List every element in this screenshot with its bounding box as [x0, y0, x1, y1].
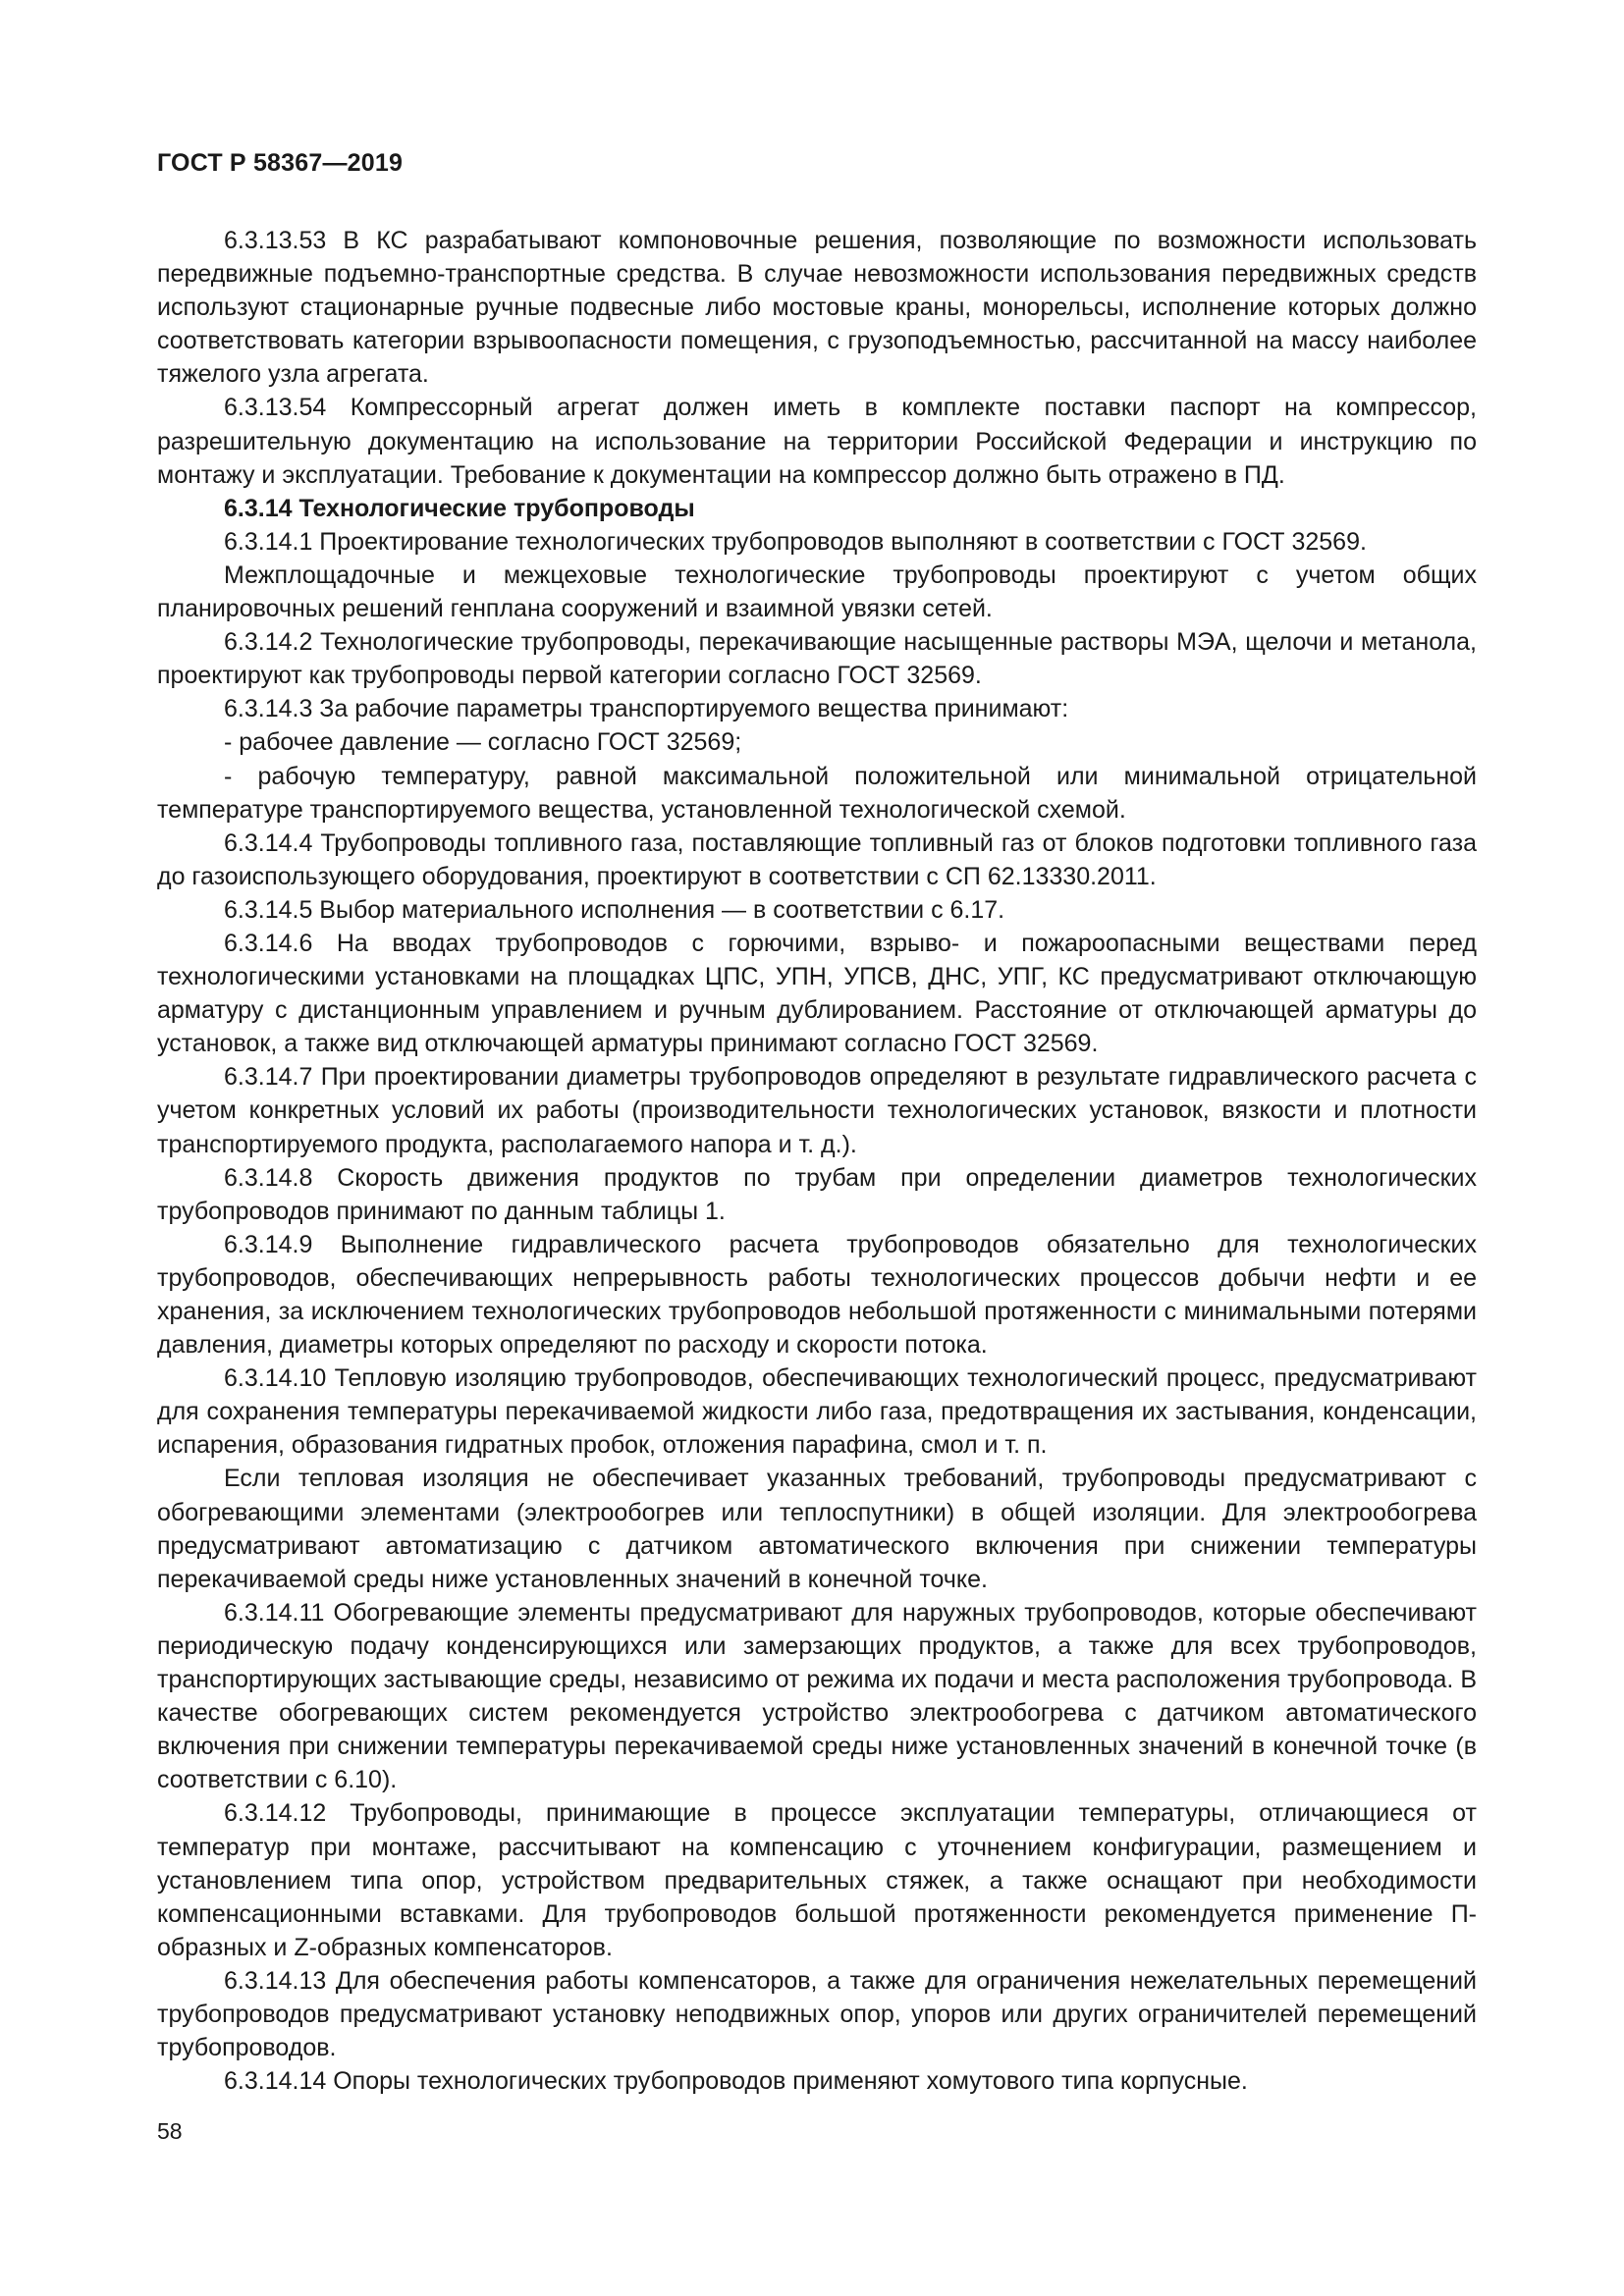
- paragraph-6-3-14-14: 6.3.14.14 Опоры технологических трубопроводов применяют хомутового типа корпусные.: [224, 2067, 1248, 2096]
- document-body: [157, 224, 1477, 2098]
- paragraph-6-3-14-12: 6.3.14.12 Трубопроводы, принимающие в процессе эксплуатации температуры, отличающиеся от температур при монтаже, рассчитывают на компенсацию с уточнением конфигурации, размещением и установлением типа опор, устройством предварительных стяжек, а также оснащают при необходимости компенсационными вставками. Для трубопроводов большой протяженности рекомендуется применение П-образных и Z-образных компенсаторов.: [157, 1799, 1477, 1961]
- paragraph-6-3-14-10: 6.3.14.10 Тепловую изоляцию трубопроводов, обеспечивающих технологический процесс, предусматривают для сохранения температуры перекачиваемой жидкости либо газа, предотвращения их застывания, конденсации, испарения, образования гидратных пробок, отложения парафина, смол и т. п.: [157, 1364, 1477, 1460]
- paragraph-6-3-14-11: 6.3.14.11 Обогревающие элементы предусматривают для наружных трубопроводов, которые обеспечивают периодическую подачу конденсирующихся или замерзающих продуктов, а также для всех трубопроводов, транспортирующих застывающие среды, независимо от режима их подачи и места расположения трубопровода. В качестве обогревающих систем рекомендуется устройство электрообогрева с датчиком автоматического включения при снижении температуры перекачиваемой среды ниже установленных значений в конечной точке (в соответствии с 6.10).: [157, 1598, 1477, 1794]
- section-heading-6-3-14: 6.3.14 Технологические трубопроводы: [224, 494, 695, 522]
- paragraph-6-3-14-13: 6.3.14.13 Для обеспечения работы компенсаторов, а также для ограничения нежелательных перемещений трубопроводов предусматривают установку неподвижных опор, упоров или других ограничителей перемещений трубопроводов.: [157, 1966, 1477, 2062]
- list-item-pressure: - рабочее давление — согласно ГОСТ 32569;: [224, 728, 742, 757]
- page-number: 58: [157, 2118, 183, 2144]
- document-header: ГОСТ Р 58367—2019: [157, 149, 404, 177]
- paragraph-6-3-14-1: 6.3.14.1 Проектирование технологических трубопроводов выполняют в соответствии с ГОСТ 32569.: [224, 527, 1367, 556]
- paragraph-6-3-14-2: 6.3.14.2 Технологические трубопроводы, перекачивающие насыщенные растворы МЭА, щелочи и метанола, проектируют как трубопроводы первой категории согласно ГОСТ 32569.: [157, 628, 1477, 690]
- paragraph-6-3-14-9: 6.3.14.9 Выполнение гидравлического расчета трубопроводов обязательно для технологических трубопроводов, обеспечивающих непрерывность работы технологических процессов добычи нефти и ее хранения, за исключением технологических трубопроводов небольшой протяженности с минимальными потерями давления, диаметры которых определяют по расходу и скорости потока.: [157, 1230, 1477, 1360]
- list-item-temperature: - рабочую температуру, равной максимальной положительной или минимальной отрицательной температуре транспортируемого вещества, установленной технологической схемой.: [157, 762, 1477, 824]
- paragraph-6-3-13-53: 6.3.13.53 В КС разрабатывают компоновочные решения, позволяющие по возможности использовать передвижные подъемно-транспортные средства. В случае невозможности использования передвижных средств используют стационарные ручные подвесные либо мостовые краны, монорельсы, исполнение которых должно соответствовать категории взрывоопасности помещения, с грузоподъемностью, рассчитанной на массу наиболее тяжелого узла агрегата.: [157, 227, 1477, 389]
- paragraph-6-3-14-8: 6.3.14.8 Скорость движения продуктов по трубам при определении диаметров технологических трубопроводов принимают по данным таблицы 1.: [157, 1163, 1477, 1225]
- paragraph-6-3-14-10-cont: Если тепловая изоляция не обеспечивает указанных требований, трубопроводы предусматривают с обогревающими элементами (электрообогрев или теплоспутники) в общей изоляции. Для электрообогрева предусматривают автоматизацию с датчиком автоматического включения при снижении температуры перекачиваемой среды ниже установленных значений в конечной точке.: [157, 1465, 1477, 1593]
- paragraph-6-3-14-1-cont: Межплощадочные и межцеховые технологические трубопроводы проектируют с учетом общих планировочных решений генплана сооружений и взаимной увязки сетей.: [157, 561, 1477, 623]
- paragraph-6-3-13-54: 6.3.13.54 Компрессорный агрегат должен иметь в комплекте поставки паспорт на компрессор, разрешительную документацию на использование на территории Российской Федерации и инструкцию по монтажу и эксплуатации. Требование к документации на компрессор должно быть отражено в ПД.: [157, 394, 1477, 489]
- paragraph-6-3-14-6: 6.3.14.6 На вводах трубопроводов с горючими, взрыво- и пожароопасными веществами перед технологическими установками на площадках ЦПС, УПН, УПСВ, ДНС, УПГ, КС предусматривают отключающую арматуру с дистанционным управлением и ручным дублированием. Расстояние от отключающей арматуры до установок, а также вид отключающей арматуры принимают согласно ГОСТ 32569.: [157, 929, 1477, 1058]
- paragraph-6-3-14-3: 6.3.14.3 За рабочие параметры транспортируемого вещества принимают:: [224, 695, 1069, 723]
- paragraph-6-3-14-4: 6.3.14.4 Трубопроводы топливного газа, поставляющие топливный газ от блоков подготовки топливного газа до газоиспользующего оборудования, проектируют в соответствии с СП 62.13330.2011.: [157, 828, 1477, 890]
- paragraph-6-3-14-7: 6.3.14.7 При проектировании диаметры трубопроводов определяют в результате гидравлического расчета с учетом конкретных условий их работы (производительности технологических установок, вязкости и плотности транспортируемого продукта, располагаемого напора и т. д.).: [157, 1063, 1477, 1158]
- paragraph-6-3-14-5: 6.3.14.5 Выбор материального исполнения — в соответствии с 6.17.: [224, 895, 1005, 924]
